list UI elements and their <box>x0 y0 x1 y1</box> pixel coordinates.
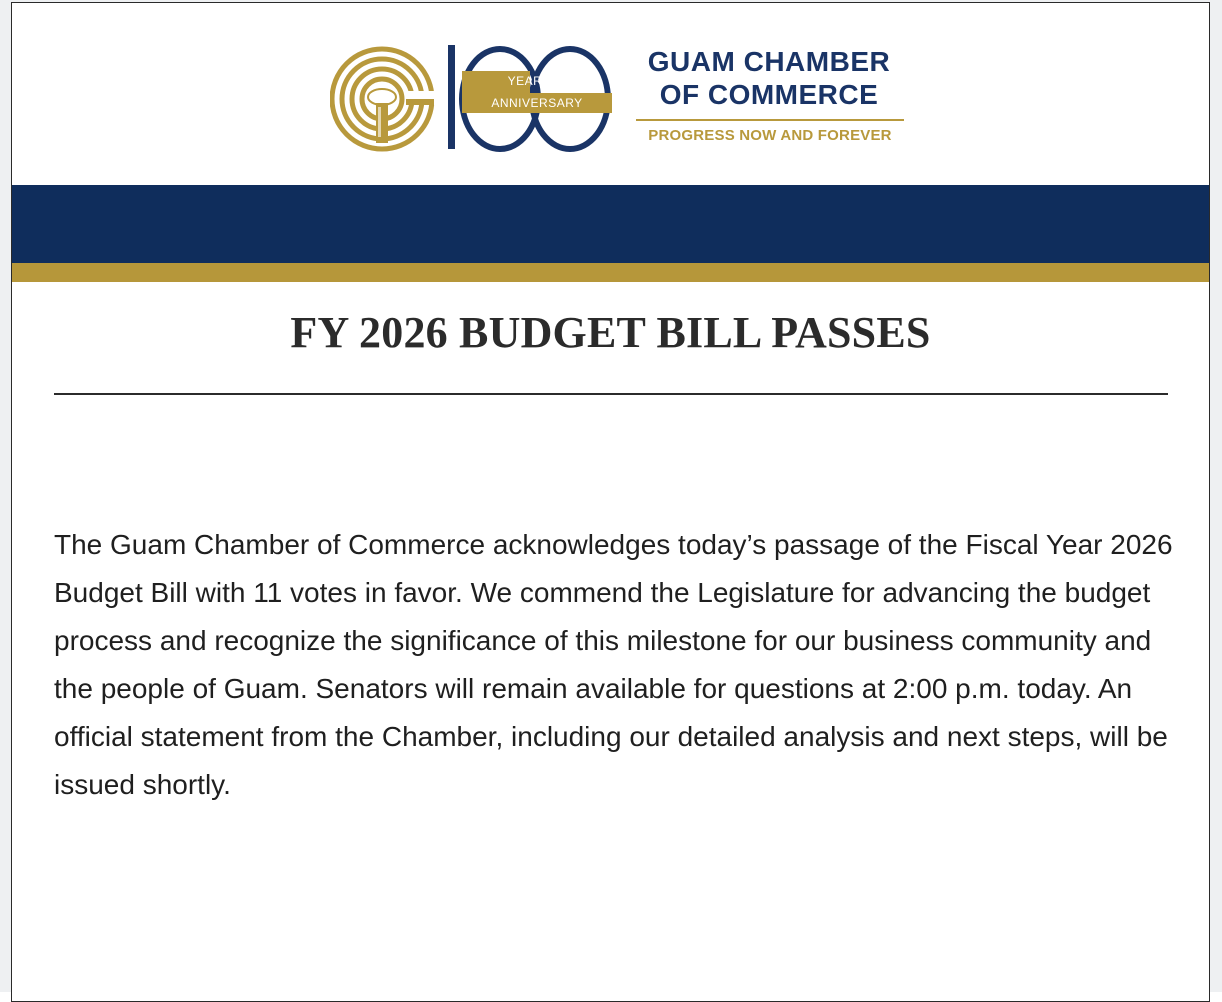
newsletter-card <box>11 2 1210 1002</box>
logo-wordmark <box>624 45 914 144</box>
header-navy-band <box>12 185 1209 263</box>
chamber-logo <box>330 41 910 157</box>
org-name-line-1: GUAM CHAMBER <box>647 46 891 77</box>
badge-anniversary-text: ANNIVERSARY <box>491 96 583 110</box>
badge-year-text: YEAR <box>507 74 543 88</box>
logo-tagline: PROGRESS NOW AND FOREVER <box>636 119 904 144</box>
article-body: The Guam Chamber of Commerce acknowledges today’s passage of the Fiscal Year 2026 Budget Bill with 11 votes in favor. We commend the Legislature for advancing the budget process and recognize the significance of this milestone for our business community and the people of Guam. Senators will remain available for questions at 2:00 p.m. today. An official statement from the Chamber, including our detailed analysis and next steps, will be issued shortly. <box>54 529 1173 800</box>
header-gold-band <box>12 263 1209 282</box>
headline-divider <box>54 393 1168 395</box>
org-name-line-2: OF COMMERCE <box>659 79 879 110</box>
article-headline: FY 2026 BUDGET BILL PASSES <box>290 308 931 357</box>
